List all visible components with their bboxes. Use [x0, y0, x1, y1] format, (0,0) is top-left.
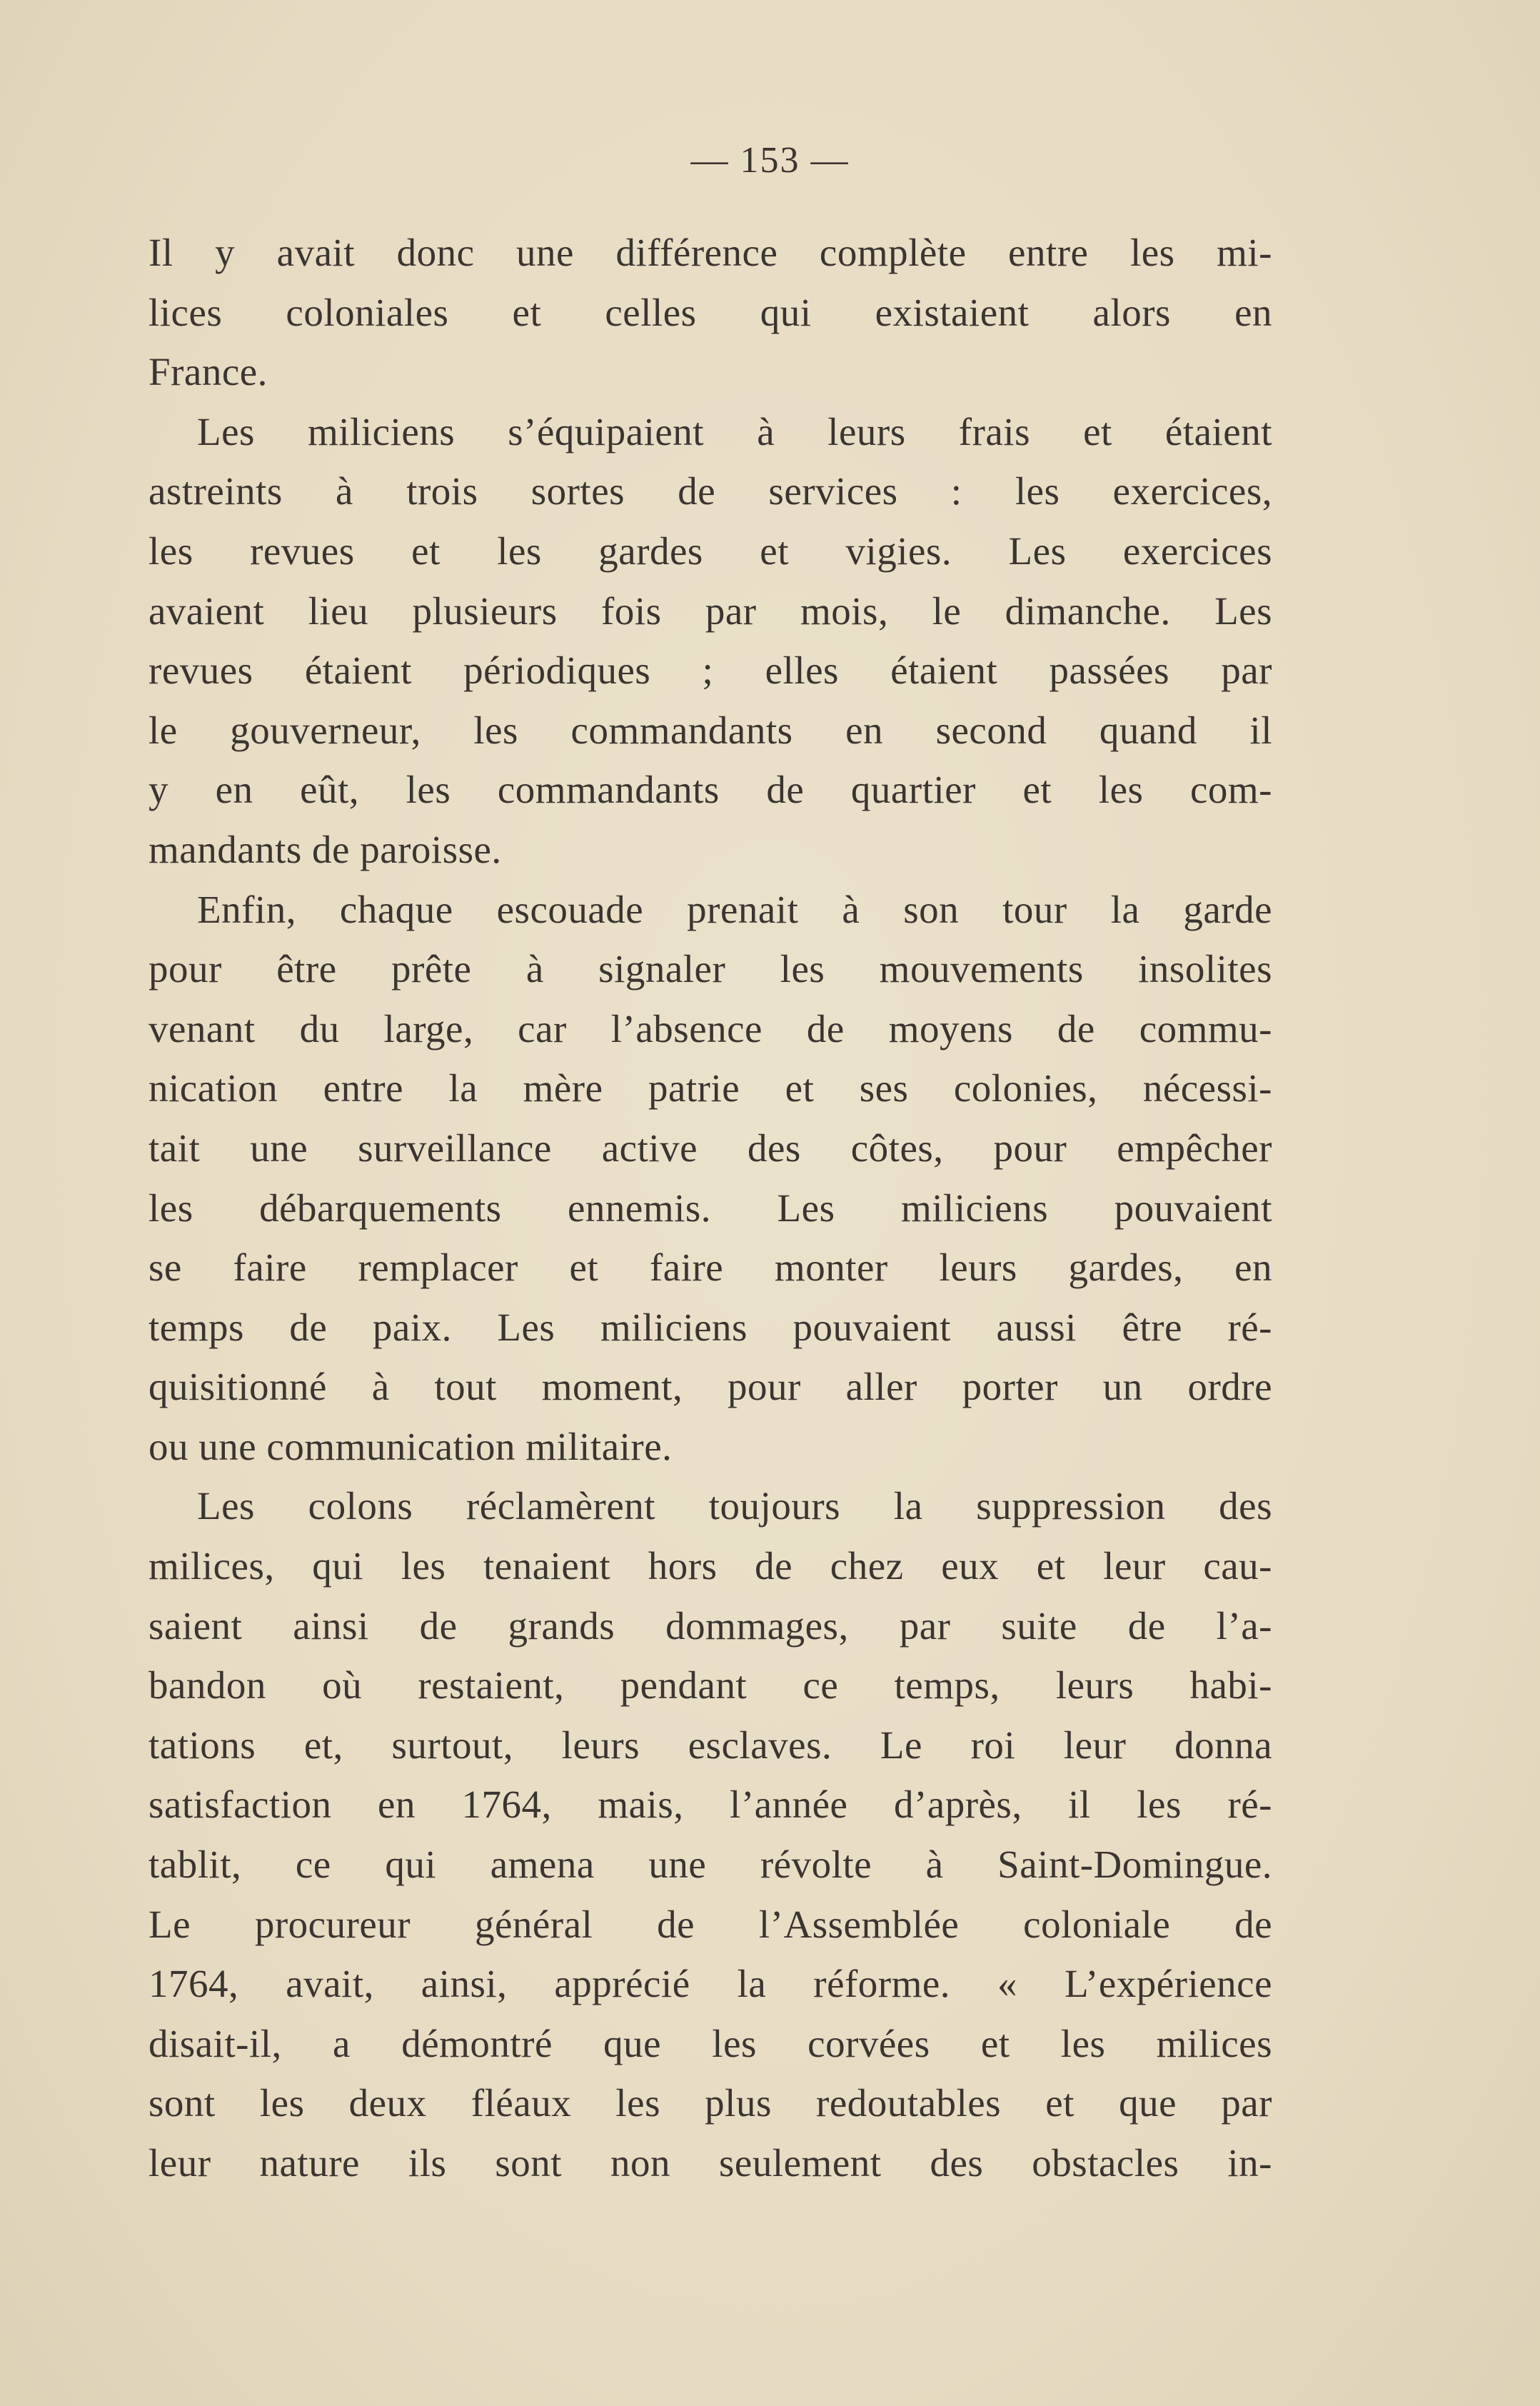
page-number: — 153 — — [690, 140, 850, 181]
text-line: mandants de paroisse. — [149, 827, 502, 871]
text-line: leur nature ils sont non seulement des obstacles in- — [149, 2141, 1272, 2185]
page-body-text — [149, 223, 1272, 2193]
text-line: avaient lieu plusieurs fois par mois, le dimanche. Les — [149, 588, 1272, 633]
text-line: sont les deux fléaux les plus redoutables et que par — [149, 2081, 1272, 2125]
text-line: lices coloniales et celles qui existaient alors en — [149, 290, 1272, 334]
text-line: pour être prête à signaler les mouvements insolites — [149, 947, 1272, 991]
text-line: nication entre la mère patrie et ses colonies, nécessi- — [149, 1066, 1272, 1111]
text-line: tations et, surtout, leurs esclaves. Le roi leur donna — [149, 1723, 1272, 1767]
text-line: disait-il, a démontré que les corvées et les milices — [149, 2021, 1272, 2065]
text-line: astreints à trois sortes de services : les exercices, — [149, 469, 1272, 513]
text-line: Enfin, chaque escouade prenait à son tour la garde — [197, 887, 1272, 931]
text-line: y en eût, les commandants de quartier et les com- — [149, 768, 1272, 812]
text-line: Le procureur général de l’Assemblée coloniale de — [149, 1902, 1272, 1946]
paragraph — [149, 402, 1272, 880]
text-line: satisfaction en 1764, mais, l’année d’après, il les ré- — [149, 1783, 1272, 1827]
paragraph — [149, 223, 1272, 402]
text-line: ou une communication militaire. — [149, 1424, 673, 1468]
text-line: Il y avait donc une différence complète entre les mi- — [149, 231, 1272, 274]
text-line: Les miliciens s’équipaient à leurs frais et étaient — [197, 409, 1272, 453]
text-line: France. — [149, 350, 268, 394]
text-line: milices, qui les tenaient hors de chez eux et leur cau- — [149, 1544, 1272, 1588]
text-line: saient ainsi de grands dommages, par suite de l’a- — [149, 1603, 1272, 1648]
text-line: venant du large, car l’absence de moyens de commu- — [149, 1006, 1272, 1051]
text-line: se faire remplacer et faire monter leurs gardes, en — [149, 1245, 1272, 1290]
text-line: bandon où restaient, pendant ce temps, leurs habi- — [149, 1663, 1272, 1708]
text-line: les revues et les gardes et vigies. Les exercices — [149, 528, 1272, 573]
text-line: tablit, ce qui amena une révolte à Saint-Domingue. — [149, 1843, 1272, 1887]
text-line: temps de paix. Les miliciens pouvaient aussi être ré- — [149, 1305, 1272, 1349]
text-line: quisitionné à tout moment, pour aller porter un ordre — [149, 1365, 1272, 1409]
text-line: Les colons réclamèrent toujours la suppression des — [197, 1484, 1272, 1528]
text-line: revues étaient périodiques ; elles étaient passées par — [149, 648, 1272, 693]
text-line: tait une surveillance active des côtes, pour empêcher — [149, 1126, 1272, 1170]
text-line: les débarquements ennemis. Les miliciens pouvaient — [149, 1186, 1272, 1230]
paragraph — [149, 880, 1272, 1477]
paragraph — [149, 1476, 1272, 2192]
text-line: 1764, avait, ainsi, apprécié la réforme. « L’expérience — [149, 1962, 1272, 2006]
text-line: le gouverneur, les commandants en second quand il — [149, 708, 1272, 752]
